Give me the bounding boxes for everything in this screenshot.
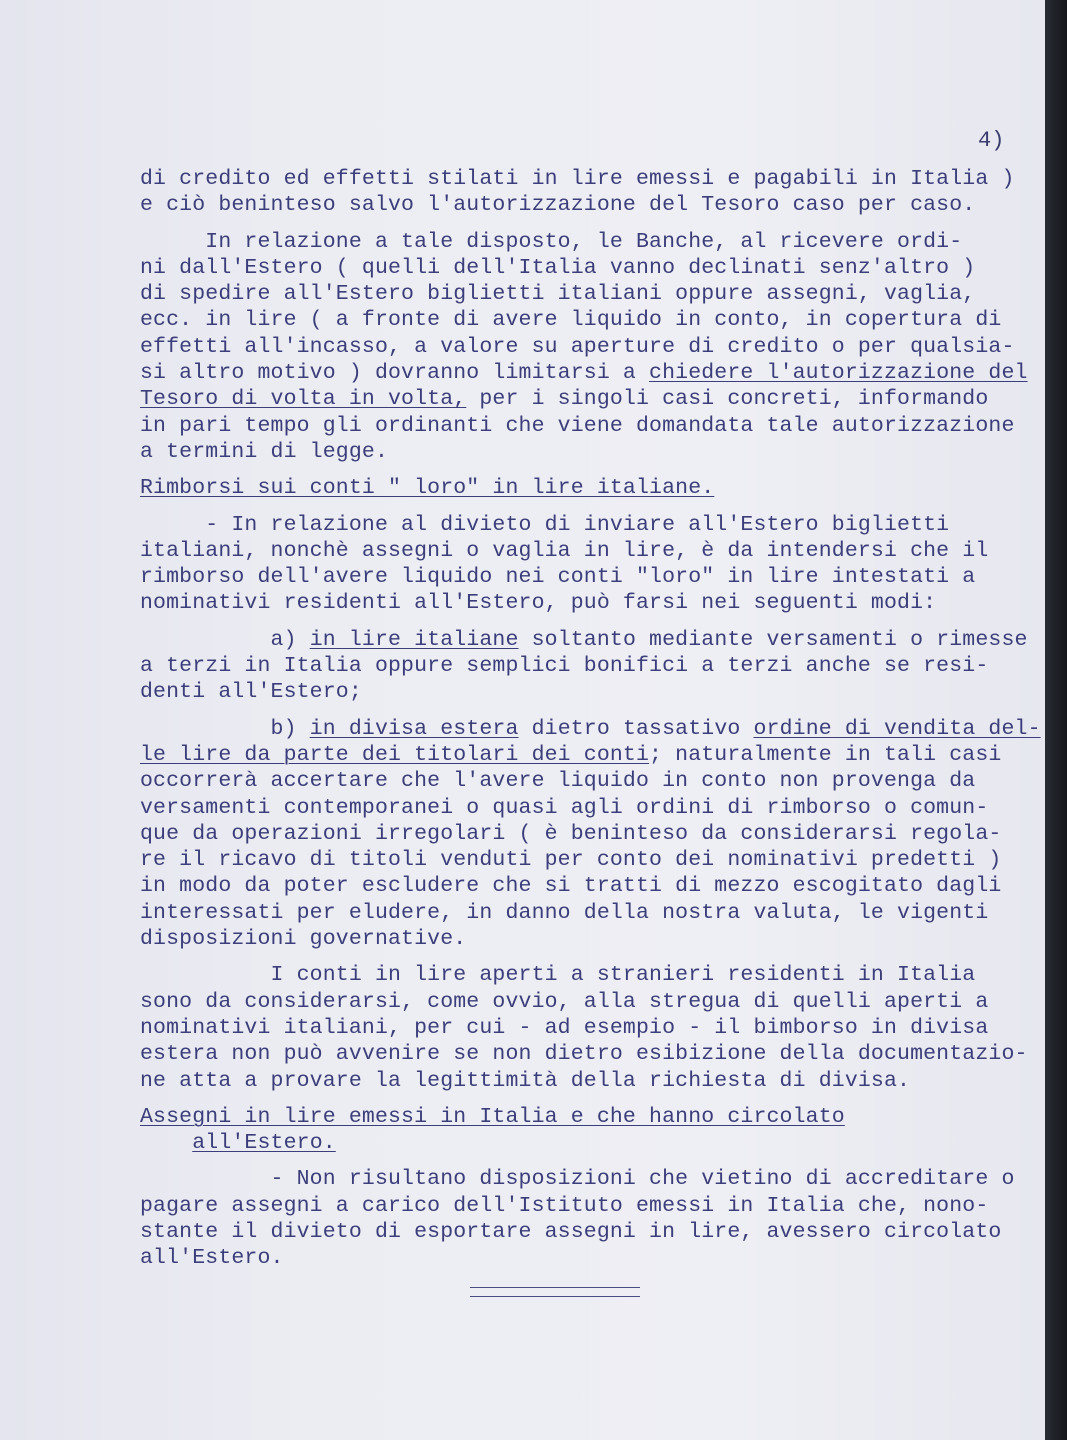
text-segment: b) — [140, 716, 310, 741]
text-line — [140, 360, 1030, 386]
text-line — [140, 564, 1030, 590]
text-segment: que da operazioni irregolari ( è beninteso da considerarsi regola- — [140, 821, 1002, 846]
text-segment: di spedire all'Estero biglietti italiani oppure assegni, vaglia, — [140, 282, 976, 307]
text-segment: ni dall'Estero ( quelli dell'Italia vanno declinati senz'altro ) — [140, 255, 976, 280]
text-segment: dietro tassativo — [518, 716, 754, 741]
text-line — [140, 386, 1030, 412]
text-segment: ne atta a provare la legittimità della richiesta di divisa. — [140, 1068, 911, 1093]
text-segment: a terzi in Italia oppure semplici bonifici a terzi anche se resi- — [140, 654, 989, 679]
text-segment: - In relazione al divieto di inviare all'Estero biglietti — [140, 512, 950, 537]
text-segment: per i singoli casi concreti, informando — [466, 387, 989, 412]
paragraph-gap — [140, 706, 1030, 716]
text-line — [140, 716, 1041, 742]
text-segment: re il ricavo di titoli venduti per conto dei nominativi predetti ) — [140, 848, 1002, 873]
text-line — [140, 413, 1030, 439]
scan-edge — [1045, 0, 1067, 1440]
text-line — [140, 1130, 1030, 1156]
text-line — [140, 1219, 1030, 1245]
text-line — [140, 1015, 1030, 1041]
text-line — [140, 1068, 1030, 1094]
text-line — [140, 742, 1030, 768]
underlined-text: ordine di vendita del- — [753, 716, 1041, 741]
underlined-text: Rimborsi sui conti " loro" in lire italiane. — [140, 476, 715, 501]
text-line — [140, 1245, 1030, 1271]
underlined-text: chiedere l'autorizzazione del — [649, 361, 1028, 386]
text-segment: di credito ed effetti stilati in lire emessi e pagabili in Italia ) — [140, 167, 1015, 191]
text-line — [140, 1041, 1030, 1067]
text-segment: effetti all'incasso, a valore su aperture di credito o per qualsia- — [140, 334, 1015, 359]
text-segment: - Non risultano disposizioni che vietino di accreditare o — [140, 1167, 1015, 1192]
text-segment: versamenti contemporanei o quasi agli ordini di rimborso o comun- — [140, 795, 989, 820]
text-line — [140, 679, 1030, 705]
text-line — [140, 439, 1030, 465]
document-body — [140, 166, 1041, 1272]
underlined-text: in lire italiane — [309, 627, 519, 652]
underlined-text: in divisa estera — [309, 716, 519, 741]
text-segment: italiani, nonchè assegni o vaglia in lire, è da intendersi che il — [140, 538, 989, 563]
underlined-text: le lire da parte dei titolari dei conti — [140, 742, 650, 767]
text-line — [140, 1193, 1030, 1219]
text-line — [140, 192, 1030, 218]
text-segment: e ciò beninteso salvo l'autorizzazione del Tesoro caso per caso. — [140, 193, 976, 218]
underlined-text: Assegni in lire emessi in Italia e che hanno circolato — [140, 1104, 845, 1129]
text-line — [140, 590, 1030, 616]
text-line — [140, 795, 1030, 821]
paragraph-gap — [140, 952, 1030, 962]
text-line — [140, 768, 1030, 794]
text-line — [140, 821, 1030, 847]
text-line — [140, 475, 1030, 501]
paragraph-gap — [140, 465, 1030, 475]
text-segment: interessati per eludere, in danno della nostra valuta, le vigenti — [140, 900, 989, 925]
text-segment: ; naturalmente in tali casi — [649, 742, 1002, 767]
text-line — [140, 538, 1030, 564]
text-segment: in pari tempo gli ordinanti che viene domandata tale autorizzazione — [140, 413, 1015, 438]
text-line — [140, 989, 1030, 1015]
text-line — [140, 307, 1030, 333]
text-line — [140, 926, 1030, 952]
text-line — [140, 627, 1030, 653]
text-segment: estera non può avvenire se non dietro esibizione della documentazio- — [140, 1042, 1028, 1067]
paragraph-gap — [140, 219, 1030, 229]
text-segment: I conti in lire aperti a stranieri residenti in Italia — [140, 963, 976, 988]
text-segment: rimborso dell'avere liquido nei conti "loro" in lire intestati a — [140, 565, 976, 590]
underlined-text: all'Estero. — [192, 1131, 336, 1156]
text-segment: a) — [140, 627, 310, 652]
text-segment — [140, 1131, 192, 1155]
text-segment: si altro motivo ) dovranno limitarsi a — [140, 361, 650, 386]
text-line — [140, 229, 1030, 255]
paragraph-gap — [140, 617, 1030, 627]
text-segment: denti all'Estero; — [140, 680, 362, 705]
text-line — [140, 512, 1030, 538]
closing-double-rule — [470, 1287, 640, 1297]
paragraph-gap — [140, 1156, 1030, 1166]
text-segment: In relazione a tale disposto, le Banche, al ricevere ordi- — [140, 229, 963, 254]
text-line — [140, 873, 1030, 899]
text-segment: in modo da poter escludere che si tratti di mezzo escogitato dagli — [140, 874, 1002, 899]
text-segment: occorrerà accertare che l'avere liquido in conto non provenga da — [140, 769, 976, 794]
text-line — [140, 281, 1030, 307]
text-line — [140, 334, 1030, 360]
text-segment: pagare assegni a carico dell'Istituto emessi in Italia che, nono- — [140, 1193, 989, 1218]
text-line — [140, 900, 1030, 926]
page-number: 4) — [978, 128, 1005, 153]
text-line — [140, 166, 1030, 192]
closing-rule-text — [470, 1300, 640, 1301]
paragraph-gap — [140, 502, 1030, 512]
text-line — [140, 1166, 1030, 1192]
text-segment: disposizioni governative. — [140, 927, 467, 952]
text-segment: ecc. in lire ( a fronte di avere liquido in conto, in copertura di — [140, 308, 1002, 333]
text-segment: sono da considerarsi, come ovvio, alla stregua di quelli aperti a — [140, 989, 989, 1014]
text-line — [140, 1104, 1030, 1130]
paragraph-gap — [140, 1094, 1030, 1104]
text-line — [140, 847, 1030, 873]
text-segment: nominativi italiani, per cui - ad esempio - il bimborso in divisa — [140, 1015, 989, 1040]
text-line — [140, 653, 1030, 679]
text-segment: nominativi residenti all'Estero, può farsi nei seguenti modi: — [140, 591, 937, 616]
text-line — [140, 962, 1030, 988]
text-segment: stante il divieto di esportare assegni in lire, avessero circolato — [140, 1219, 1002, 1244]
text-segment: a termini di legge. — [140, 439, 388, 464]
text-line — [140, 255, 1030, 281]
text-segment: all'Estero. — [140, 1246, 284, 1271]
text-segment: soltanto mediante versamenti o rimesse — [518, 627, 1028, 652]
underlined-text: Tesoro di volta in volta, — [140, 387, 467, 412]
